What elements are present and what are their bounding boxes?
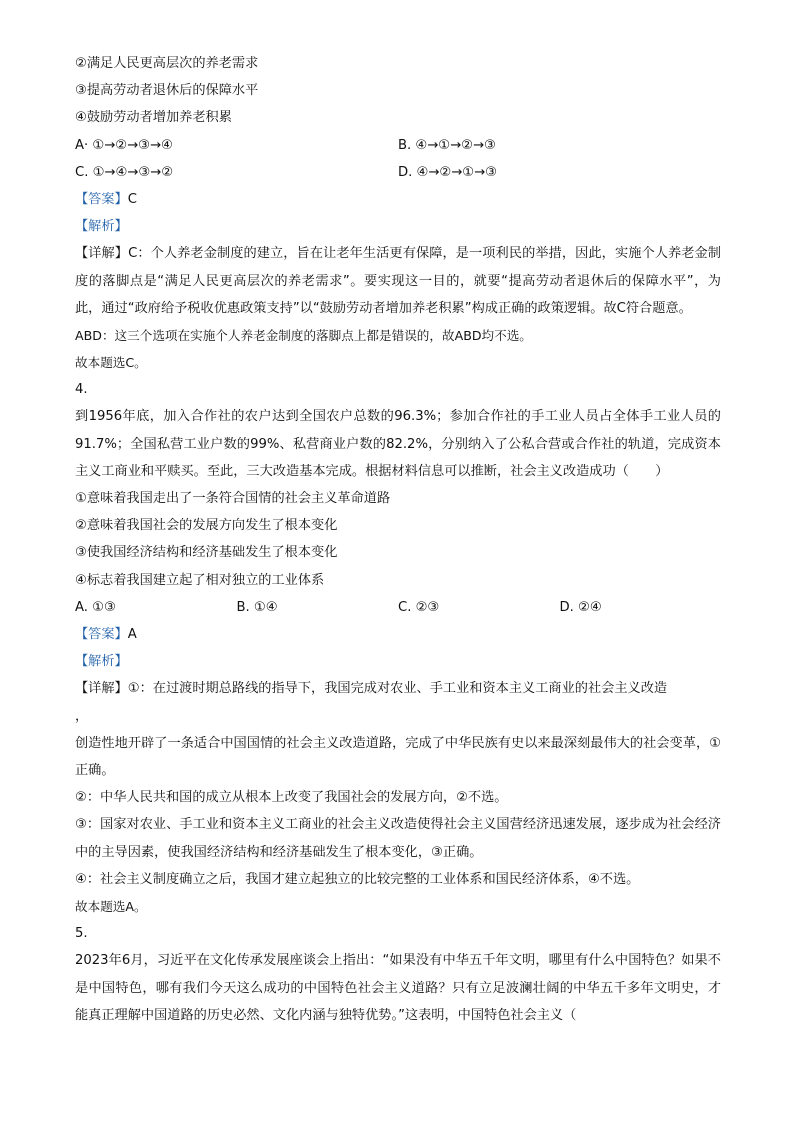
q3-item-2: ②满足人民更高层次的养老需求 (75, 56, 259, 71)
q4-stem: 到1956年底，加入合作社的农户达到全国农户总数的96.3%；参加合作社的手工业人员占全体手工业人员的91.7%；全国私营工业户数的99%、私营商业户数的82.2%，分别纳入了公私合营或合作社的轨道，完成资本主义工商业和平赎买。至此，三大改造基本完成。根据材料信息可以推断，社会主义改造成功（ ） (75, 409, 721, 479)
q3-detail-text: C：个人养老金制度的建立，旨在让老年生活更有保障，是一项利民的举措，因此，实施个人养老金制度的落脚点是“满足人民更高层次的养老需求”。要实现这一目的，就要“提高劳动者退休后的保障水平”，为此，通过“政府给予税收优惠政策支持”以“鼓励劳动者增加养老积累”构成正确的政策逻辑。故C符合题意。 (75, 246, 721, 316)
q4-option-c: C. ②③ (398, 599, 440, 615)
q4-detail-4: ④：社会主义制度确立之后，我国才建立起独立的比较完整的工业体系和国民经济体系，④不选。 (75, 871, 640, 887)
q4-item-4: ④标志着我国建立起了相对独立的工业体系 (75, 572, 325, 588)
q5-number: 5. (75, 926, 88, 942)
q4-detail-comma: ， (75, 708, 89, 724)
q4-item-3: ③使我国经济结构和经济基础发生了根本变化 (75, 545, 338, 561)
q4-item-1: ①意味着我国走出了一条符合国情的社会主义革命道路 (75, 491, 391, 507)
q4-option-a: A. ①③ (75, 599, 116, 615)
q3-option-a: A· ①→②→③→④ (75, 137, 173, 153)
q4-answer (75, 621, 721, 648)
q3-option-c: C. ①→④→③→② (75, 164, 174, 180)
q3-answer-value: C (127, 191, 137, 207)
q3-analysis-tag: 【解析】 (75, 219, 128, 235)
q3-detail (75, 240, 721, 322)
q3-item-3: ③提高劳动者退休后的保障水平 (75, 83, 259, 99)
q3-option-b: B. ④→①→②→③ (398, 137, 496, 153)
q4-detail-text-1: ①：在过渡时期总路线的指导下，我国完成对农业、手工业和资本主义工商业的社会主义改造 (127, 681, 668, 697)
q3-options-row-2 (75, 159, 721, 186)
q4-analysis-tag: 【解析】 (75, 654, 128, 670)
q3-options-row-1 (75, 132, 721, 159)
q5-stem: 2023年6月，习近平在文化传承发展座谈会上指出：“如果没有中华五千年文明，哪里有什么中国特色？如果不是中国特色，哪有我们今天这么成功的中国特色社会主义道路？只有立足波澜壮阔的中华五千多年文明史，才能真正理解中国道路的历史必然、文化内涵与独特优势。”这表明，中国特色社会主义（ (75, 953, 721, 1023)
q4-answer-value: A (127, 627, 137, 643)
q4-detail-line-1 (75, 675, 721, 702)
q4-detail-rest: 创造性地开辟了一条适合中国国情的社会主义改造道路，完成了中华民族有史以来最深刻最伟大的社会变革，①正确。 (75, 735, 721, 778)
q3-answer-tag: 【答案】 (75, 191, 128, 207)
q4-conclusion: 故本题选A。 (75, 898, 147, 914)
q4-detail-2: ②：中华人民共和国的成立从根本上改变了我国社会的发展方向，②不选。 (75, 790, 508, 806)
document-page (75, 50, 721, 1029)
q3-abd-explanation: ABD：这三个选项在实施个人养老金制度的落脚点上都是错误的，故ABD均不选。 (75, 327, 532, 343)
q4-number: 4. (75, 382, 88, 398)
q4-options-row (75, 594, 721, 621)
q3-detail-tag: 【详解】 (75, 246, 129, 262)
q3-option-d: D. ④→②→①→③ (398, 164, 497, 180)
q3-item-4: ④鼓励劳动者增加养老积累 (75, 110, 232, 126)
q4-detail-tag: 【详解】 (75, 681, 128, 697)
q4-option-d: D. ②④ (559, 599, 602, 615)
q4-answer-tag: 【答案】 (75, 627, 128, 643)
q3-answer (75, 186, 721, 213)
q4-option-b: B. ①④ (236, 599, 278, 615)
q4-item-2: ②意味着我国社会的发展方向发生了根本变化 (75, 518, 338, 534)
q3-conclusion: 故本题选C。 (75, 355, 147, 371)
q4-detail-3: ③：国家对农业、手工业和资本主义工商业的社会主义改造使得社会主义国营经济迅速发展，逐步成为社会经济中的主导因素，使我国经济结构和经济基础发生了根本变化，③正确。 (75, 817, 721, 860)
